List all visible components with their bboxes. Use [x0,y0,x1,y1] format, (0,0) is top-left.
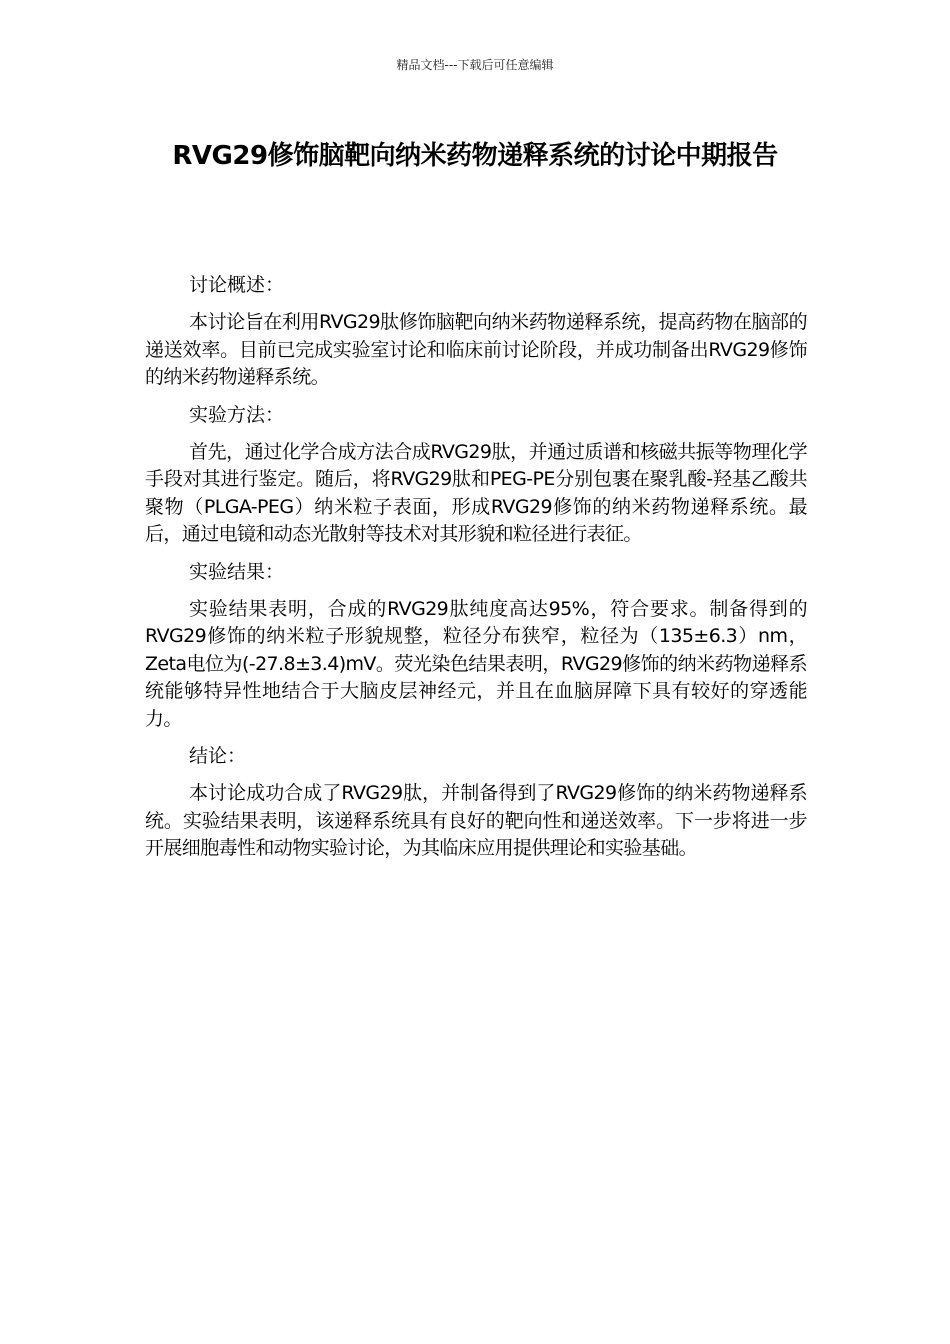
section-heading-results: 实验结果： [189,560,285,583]
section-heading-overview: 讨论概述： [189,274,285,296]
section-body-results: 实验结果表明，合成的RVG29肽纯度高达95%，符合要求。制备得到的RVG29修饰的纳米粒子形貌规整，粒径分布狭窄，粒径为（135±6.3）nm，Zeta电位为(-27.8±3.4)mV。荧光染色结果表明，RVG29修饰的纳米药物递释系统能够特异性地结合于大脑皮层神经元，并且在血脑屏障下具有较好的穿透能力。 [145,597,807,730]
page-header-note: 精品文档---下载后可任意编辑 [396,58,554,72]
section-body-methods: 首先，通过化学合成方法合成RVG29肽，并通过质谱和核磁共振等物理化学手段对其进行鉴定。随后，将RVG29肽和PEG-PE分别包裹在聚乳酸-羟基乙酸共聚物（PLGA-PEG）纳米粒子表面，形成RVG29修饰的纳米药物递释系统。最后，通过电镜和动态光散射等技术对其形貌和粒径进行表征。 [145,440,807,545]
document-title: RVG29修饰脑靶向纳米药物递释系统的讨论中期报告 [172,141,778,171]
section-body-conclusion: 本讨论成功合成了RVG29肽，并制备得到了RVG29修饰的纳米药物递释系统。实验结果表明，该递释系统具有良好的靶向性和递送效率。下一步将进一步开展细胞毒性和动物实验讨论，为其临床应用提供理论和实验基础。 [145,782,807,859]
section-heading-conclusion: 结论： [189,745,247,767]
document-body [145,272,807,873]
section-body-overview: 本讨论旨在利用RVG29肽修饰脑靶向纳米药物递释系统，提高药物在脑部的递送效率。目前已完成实验室讨论和临床前讨论阶段，并成功制备出RVG29修饰的纳米药物递释系统。 [145,311,807,388]
section-heading-methods: 实验方法： [189,403,285,426]
